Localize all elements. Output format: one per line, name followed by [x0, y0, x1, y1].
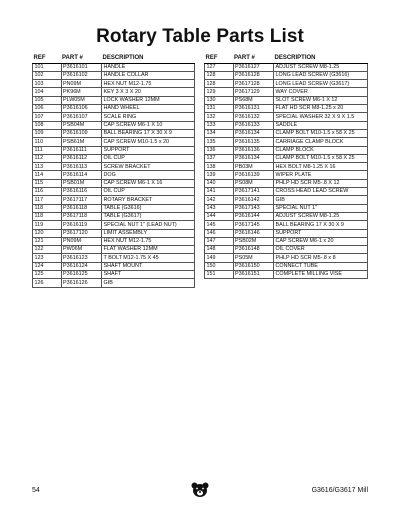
description-cell: FLAT HD SCR M8-1.25 x 20 — [274, 105, 368, 113]
table-row — [33, 154, 195, 162]
description-cell: CAP SCREW M6-1 X 10 — [102, 121, 195, 129]
description-cell: CARRIAGE CLAMP BLOCK — [274, 138, 368, 146]
description-cell: CLAMP BOLT M10-1.5 x 58 X 25 — [274, 129, 368, 137]
description-cell: CROSS HEAD LEAD SCREW — [274, 188, 368, 196]
part-number-cell: P3617143 — [233, 204, 274, 212]
description-cell: LONG LEAD SCREW (G3617) — [274, 80, 368, 88]
description-cell: CLAMP BLOCK — [274, 146, 368, 154]
table-row — [33, 80, 195, 88]
part-number-cell: P3616127 — [233, 63, 274, 71]
description-cell: OIL CUP — [102, 188, 195, 196]
part-number-cell: P3616113 — [61, 163, 102, 171]
description-cell: SLOT SCREW M6-1 X 12 — [274, 96, 368, 104]
table-row — [33, 96, 195, 104]
table-row — [205, 121, 368, 129]
description-cell: GIB — [274, 196, 368, 204]
part-number-cell: P3616144 — [233, 212, 274, 220]
part-number-cell: P3616134 — [233, 154, 274, 162]
ref-cell: 144 — [205, 212, 234, 220]
description-cell: HEX NUT M12-1.75 — [102, 237, 195, 245]
table-row — [205, 171, 368, 179]
table-row — [205, 105, 368, 113]
table-row — [33, 163, 195, 171]
table-row — [33, 138, 195, 146]
ref-cell: 128 — [205, 71, 234, 79]
table-row — [205, 146, 368, 154]
ref-cell: 134 — [205, 129, 234, 137]
table-row — [33, 121, 195, 129]
table-row — [33, 105, 195, 113]
ref-cell: 135 — [205, 138, 234, 146]
table-row — [33, 212, 195, 220]
ref-cell: 116 — [33, 188, 62, 196]
ref-cell: 118 — [33, 204, 62, 212]
description-cell: TABLE (G3616) — [102, 204, 195, 212]
ref-cell: 124 — [33, 262, 62, 270]
ref-cell: 145 — [205, 221, 234, 229]
description-cell: CAP SCREW M10-1.5 x 20 — [102, 138, 195, 146]
description-cell: LOCK WASHER 12MM — [102, 96, 195, 104]
part-number-cell: P3616139 — [233, 171, 274, 179]
table-row — [205, 129, 368, 137]
ref-cell: 151 — [205, 271, 234, 279]
part-number-cell: P3616111 — [61, 146, 102, 154]
parts-table-left-body — [33, 63, 195, 287]
table-row — [33, 229, 195, 237]
description-cell: HANDLE COLLAR — [102, 71, 195, 79]
ref-cell: 115 — [33, 179, 62, 187]
part-number-cell: PS05M — [233, 254, 274, 262]
part-number-cell: PN09M — [61, 80, 102, 88]
ref-cell: 130 — [205, 96, 234, 104]
part-number-cell: P3616118 — [61, 204, 102, 212]
table-row — [205, 154, 368, 162]
part-number-cell: PSB61M — [61, 138, 102, 146]
description-cell: SPECIAL NUT 1" (LEAD NUT) — [102, 221, 195, 229]
part-number-cell: P3616106 — [61, 105, 102, 113]
parts-table-right-body — [205, 63, 368, 279]
ref-cell: 147 — [205, 237, 234, 245]
part-column-header: PART # — [61, 55, 102, 63]
ref-cell: 110 — [33, 138, 62, 146]
part-number-cell: P3616119 — [61, 221, 102, 229]
ref-cell: 122 — [33, 246, 62, 254]
part-number-cell: PS68M — [233, 96, 274, 104]
description-cell: PHLP HD SCR M5-.8 X 12 — [274, 179, 368, 187]
ref-column-header: REF — [33, 55, 62, 63]
ref-cell: 114 — [33, 171, 62, 179]
part-number-cell: P3617117 — [61, 196, 102, 204]
table-row — [205, 254, 368, 262]
table-row — [205, 113, 368, 121]
part-number-cell: P3616102 — [61, 71, 102, 79]
table-row — [33, 129, 195, 137]
ref-cell: 142 — [205, 196, 234, 204]
ref-cell: 105 — [33, 96, 62, 104]
part-number-cell: P3616128 — [233, 71, 274, 79]
table-row — [33, 271, 195, 279]
ref-cell: 103 — [33, 80, 62, 88]
part-number-cell: P3616125 — [61, 271, 102, 279]
description-cell: SCALE RING — [102, 113, 195, 121]
description-cell: FLAT WASHER 12MM — [102, 246, 195, 254]
table-row — [205, 96, 368, 104]
part-number-cell: P3616112 — [61, 154, 102, 162]
table-row — [33, 188, 195, 196]
part-number-cell: P3616124 — [61, 262, 102, 270]
description-cell: COMPLETE MILLING VISE — [274, 271, 368, 279]
description-cell: LIMIT ASSEMBLY — [102, 229, 195, 237]
table-row — [33, 254, 195, 262]
part-number-cell: P3617145 — [233, 221, 274, 229]
description-cell: SHAFT MOUNT — [102, 262, 195, 270]
table-row — [33, 221, 195, 229]
ref-cell: 108 — [33, 121, 62, 129]
part-number-cell: PSB02M — [233, 237, 274, 245]
table-row — [205, 221, 368, 229]
part-number-cell: PW06M — [61, 246, 102, 254]
ref-cell: 139 — [205, 171, 234, 179]
table-row — [33, 246, 195, 254]
part-number-cell: PS08M — [233, 179, 274, 187]
part-number-cell: P3616148 — [233, 246, 274, 254]
part-number-cell: P3617129 — [233, 88, 274, 96]
part-number-cell: PLW05M — [61, 96, 102, 104]
model-label: G3616/G3617 Mill — [311, 487, 368, 494]
ref-cell: 138 — [205, 163, 234, 171]
table-row — [205, 188, 368, 196]
table-row — [33, 71, 195, 79]
ref-cell: 125 — [33, 271, 62, 279]
ref-cell: 148 — [205, 246, 234, 254]
table-row — [205, 204, 368, 212]
table-row — [33, 237, 195, 245]
part-number-cell: P3617118 — [61, 212, 102, 220]
table-row — [33, 88, 195, 96]
ref-cell: 113 — [33, 163, 62, 171]
part-number-cell: P3616123 — [61, 254, 102, 262]
part-number-cell: PB03M — [233, 163, 274, 171]
table-row — [205, 229, 368, 237]
description-cell: TABLE (G3617) — [102, 212, 195, 220]
table-row — [205, 80, 368, 88]
description-cell: OIL COVER — [274, 246, 368, 254]
part-number-cell: P3616146 — [233, 229, 274, 237]
part-number-cell: P3616150 — [233, 262, 274, 270]
description-cell: OIL CUP — [102, 154, 195, 162]
part-number-cell: P3616107 — [61, 113, 102, 121]
description-cell: GIB — [102, 279, 195, 287]
description-cell: LONG LEAD SCREW (G3616) — [274, 71, 368, 79]
part-number-cell: PSB01M — [61, 179, 102, 187]
description-cell: HEX NUT M12-1.75 — [102, 80, 195, 88]
description-cell: BALL BEARING 17 X 30 X 9 — [274, 221, 368, 229]
part-number-cell: P3616126 — [61, 279, 102, 287]
description-cell: SUPPORT — [274, 229, 368, 237]
ref-cell: 109 — [33, 129, 62, 137]
ref-cell: 112 — [33, 154, 62, 162]
table-row — [205, 88, 368, 96]
part-number-cell: P3616116 — [61, 188, 102, 196]
ref-cell: 123 — [33, 254, 62, 262]
description-cell: KEY 3 X 3 X 20 — [102, 88, 195, 96]
parts-table-right — [204, 55, 368, 279]
part-column-header: PART # — [233, 55, 274, 63]
table-row — [205, 271, 368, 279]
ref-cell: 107 — [33, 113, 62, 121]
ref-cell: 118 — [33, 212, 62, 220]
description-column-header: DESCRIPTION — [274, 55, 368, 63]
ref-cell: 146 — [205, 229, 234, 237]
description-cell: CAP SCREW M6-1 X 16 — [102, 179, 195, 187]
ref-cell: 137 — [205, 154, 234, 162]
description-cell: SUPPORT — [102, 146, 195, 154]
table-row — [33, 196, 195, 204]
parts-table-left — [32, 55, 195, 288]
ref-cell: 127 — [205, 63, 234, 71]
ref-cell: 120 — [33, 229, 62, 237]
ref-cell: 111 — [33, 146, 62, 154]
table-header-row — [33, 55, 195, 63]
table-row — [205, 63, 368, 71]
description-cell: PHLP HD SCR M5-.8 x 8 — [274, 254, 368, 262]
ref-cell: 106 — [33, 105, 62, 113]
table-row — [33, 113, 195, 121]
ref-cell: 101 — [33, 63, 62, 71]
ref-cell: 119 — [33, 221, 62, 229]
part-number-cell: PN09M — [61, 237, 102, 245]
table-row — [205, 163, 368, 171]
ref-cell: 149 — [205, 254, 234, 262]
ref-cell: 133 — [205, 121, 234, 129]
description-cell: CLAMP BOLT M10-1.5 x 58 X 25 — [274, 154, 368, 162]
part-number-cell: PK96M — [61, 88, 102, 96]
ref-cell: 131 — [205, 105, 234, 113]
description-cell: CAP SCREW M6-1 x 20 — [274, 237, 368, 245]
ref-cell: 143 — [205, 204, 234, 212]
description-cell: SHAFT — [102, 271, 195, 279]
part-number-cell: P3616109 — [61, 129, 102, 137]
part-number-cell: P3616151 — [233, 271, 274, 279]
ref-cell: 140 — [205, 179, 234, 187]
ref-cell: 126 — [33, 279, 62, 287]
table-row — [33, 204, 195, 212]
table-header-row — [205, 55, 368, 63]
part-number-cell: P3616114 — [61, 171, 102, 179]
table-row — [205, 179, 368, 187]
part-number-cell: P3616136 — [233, 146, 274, 154]
description-cell: HEX BOLT M8-1.25 X 16 — [274, 163, 368, 171]
table-row — [205, 212, 368, 220]
page-title: Rotary Table Parts List — [96, 26, 304, 47]
ref-cell: 150 — [205, 262, 234, 270]
table-row — [205, 262, 368, 270]
description-cell: DOG — [102, 171, 195, 179]
table-row — [205, 196, 368, 204]
table-row — [33, 171, 195, 179]
description-cell: BALL BEARING 17 X 30 X 9 — [102, 129, 195, 137]
table-row — [33, 262, 195, 270]
ref-cell: 132 — [205, 113, 234, 121]
ref-cell: 128 — [205, 80, 234, 88]
description-cell: SADDLE — [274, 121, 368, 129]
description-cell: HANDLE — [102, 63, 195, 71]
ref-cell: 141 — [205, 188, 234, 196]
part-number-cell: P3616142 — [233, 196, 274, 204]
ref-cell: 104 — [33, 88, 62, 96]
description-cell: CONNECT TUBE — [274, 262, 368, 270]
table-row — [33, 279, 195, 287]
table-row — [205, 138, 368, 146]
description-cell: SPECIAL NUT 1" — [274, 204, 368, 212]
description-column-header: DESCRIPTION — [102, 55, 195, 63]
ref-cell: 117 — [33, 196, 62, 204]
part-number-cell: P3616101 — [61, 63, 102, 71]
description-cell: ADJUST SCREW M8-1.25 — [274, 63, 368, 71]
part-number-cell: P3617128 — [233, 80, 274, 88]
description-cell: HAND WHEEL — [102, 105, 195, 113]
part-number-cell: P3616133 — [233, 121, 274, 129]
description-cell: SCREW BRACKET — [102, 163, 195, 171]
ref-cell: 129 — [205, 88, 234, 96]
table-row — [33, 146, 195, 154]
bear-head-icon — [191, 482, 209, 498]
part-number-cell: P3616134 — [233, 129, 274, 137]
table-row — [205, 71, 368, 79]
part-number-cell: P3616132 — [233, 113, 274, 121]
ref-cell: 102 — [33, 71, 62, 79]
part-number-cell: P3616135 — [233, 138, 274, 146]
ref-cell: 121 — [33, 237, 62, 245]
table-row — [205, 237, 368, 245]
part-number-cell: PSB04M — [61, 121, 102, 129]
description-cell: ROTARY BRACKET — [102, 196, 195, 204]
description-cell: WAY COVER — [274, 88, 368, 96]
ref-cell: 136 — [205, 146, 234, 154]
page-number: 54 — [32, 487, 40, 494]
ref-column-header: REF — [205, 55, 234, 63]
table-row — [33, 63, 195, 71]
description-cell: WIPER PLATE — [274, 171, 368, 179]
table-row — [205, 246, 368, 254]
part-number-cell: P3617120 — [61, 229, 102, 237]
description-cell: ADJUST SCREW M8-1.25 — [274, 212, 368, 220]
description-cell: SPECIAL WASHER 32 X 9 X 1.5 — [274, 113, 368, 121]
part-number-cell: P3617141 — [233, 188, 274, 196]
part-number-cell: P3616131 — [233, 105, 274, 113]
table-row — [33, 179, 195, 187]
description-cell: T BOLT M12-1.75 X 45 — [102, 254, 195, 262]
